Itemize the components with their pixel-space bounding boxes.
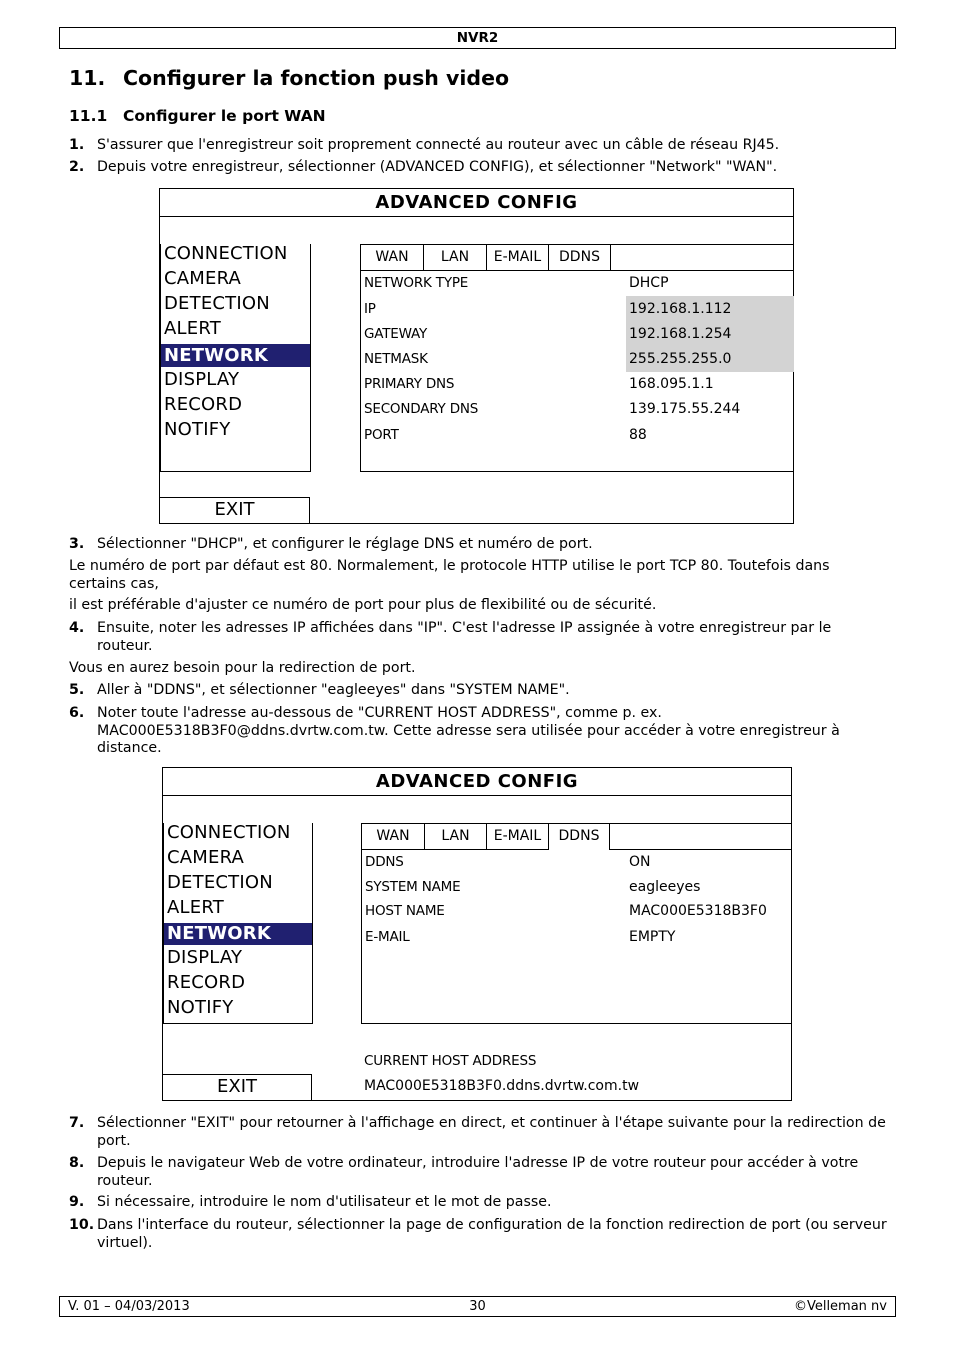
menu-item-connection[interactable]: CONNECTION	[167, 822, 291, 843]
step-text: Sélectionner "EXIT" pour retourner à l'affichage en direct, et continuer à l'étape suivante pour la redirection de port.	[97, 1115, 886, 1149]
step-text: Dans l'interface du routeur, sélectionner la page de configuration de la fonction redirection de port (ou serveur virtuel).	[97, 1217, 887, 1251]
paragraph-port-info: Le numéro de port par défaut est 80. Normalement, le protocole HTTP utilise le port TCP 80. Toutefois dans certains cas,	[69, 558, 830, 592]
tab-ddns[interactable]: DDNS	[549, 245, 611, 270]
menu-item-record[interactable]: RECORD	[164, 394, 243, 415]
tab-ddns[interactable]: DDNS	[549, 824, 610, 850]
menu-item-notify[interactable]: NOTIFY	[164, 419, 231, 440]
step-text: Noter toute l'adresse au-dessous de "CURRENT HOST ADDRESS", comme p. ex. MAC000E5318B3F0@ddns.dvrtw.com.tw. Cette adresse sera utilisée pour accéder à votre enregistreur à distance.	[97, 705, 840, 756]
step-10	[69, 1217, 889, 1252]
screen-title: ADVANCED CONFIG	[163, 768, 791, 796]
step-text: Aller à "DDNS", et sélectionner "eagleeyes" dans "SYSTEM NAME".	[97, 682, 570, 698]
paragraph-port-flexibility: il est préférable d'ajuster ce numéro de port pour plus de flexibilité ou de sécurité.	[69, 597, 657, 613]
step-1	[69, 137, 889, 155]
section-number: 11.	[69, 66, 106, 90]
subsection-number: 11.1	[69, 107, 108, 125]
row-value-ip[interactable]: 192.168.1.112	[629, 301, 732, 317]
tab-email[interactable]: E-MAIL	[487, 824, 549, 849]
tab-wan[interactable]: WAN	[361, 245, 424, 270]
network-tabs	[362, 824, 791, 850]
network-panel	[361, 823, 792, 1024]
step-number: 4.	[69, 620, 85, 636]
step-3	[69, 536, 889, 554]
current-host-address-label: CURRENT HOST ADDRESS	[364, 1053, 537, 1069]
menu-item-alert[interactable]: ALERT	[167, 897, 224, 918]
step-text: Sélectionner "DHCP", et configurer le réglage DNS et numéro de port.	[97, 536, 593, 552]
advanced-config-wan-screen	[159, 188, 794, 524]
row-value-network-type[interactable]: DHCP	[629, 275, 669, 291]
menu-item-record[interactable]: RECORD	[167, 972, 246, 993]
step-8	[69, 1155, 889, 1190]
row-label-secondary-dns: SECONDARY DNS	[364, 401, 479, 417]
row-label-primary-dns: PRIMARY DNS	[364, 376, 455, 392]
step-7	[69, 1115, 889, 1150]
menu-item-network[interactable]: NETWORK	[161, 344, 310, 367]
step-number: 7.	[69, 1115, 85, 1131]
row-value-host-name[interactable]: MAC000E5318B3F0	[629, 903, 767, 919]
row-label-port: PORT	[364, 427, 399, 443]
page-header: NVR2	[59, 27, 896, 49]
menu-item-camera[interactable]: CAMERA	[167, 847, 245, 868]
subsection-title: Configurer le port WAN	[123, 107, 326, 125]
tab-lan[interactable]: LAN	[425, 824, 487, 849]
row-value-gateway[interactable]: 192.168.1.254	[629, 326, 732, 342]
step-9	[69, 1194, 889, 1212]
network-panel	[360, 244, 794, 472]
row-value-port[interactable]: 88	[629, 427, 647, 443]
row-label-gateway: GATEWAY	[364, 326, 428, 342]
screen-title: ADVANCED CONFIG	[160, 189, 793, 217]
row-label-netmask: NETMASK	[364, 351, 428, 367]
footer-version: V. 01 – 04/03/2013	[68, 1299, 190, 1314]
step-text: Depuis votre enregistreur, sélectionner (ADVANCED CONFIG), et sélectionner "Network" "WAN".	[97, 159, 778, 175]
step-text: Depuis le navigateur Web de votre ordinateur, introduire l'adresse IP de votre routeur pour accéder à votre routeur.	[97, 1155, 859, 1189]
advanced-config-ddns-screen	[162, 767, 792, 1101]
section-title: Configurer la fonction push video	[123, 66, 510, 90]
menu-item-display[interactable]: DISPLAY	[167, 947, 243, 968]
menu-item-alert[interactable]: ALERT	[164, 318, 221, 339]
row-label-ddns: DDNS	[365, 854, 404, 870]
step-2	[69, 159, 889, 177]
row-value-system-name[interactable]: eagleeyes	[629, 879, 701, 895]
row-value-secondary-dns[interactable]: 139.175.55.244	[629, 401, 741, 417]
row-label-email: E-MAIL	[365, 929, 410, 945]
row-label-network-type: NETWORK TYPE	[364, 275, 469, 291]
section-heading	[69, 66, 509, 90]
paragraph-redirect-note: Vous en aurez besoin pour la redirection de port.	[69, 660, 416, 676]
menu-item-connection[interactable]: CONNECTION	[164, 243, 288, 264]
row-label-system-name: SYSTEM NAME	[365, 879, 461, 895]
footer-copyright: ©Velleman nv	[793, 1299, 887, 1314]
subsection-heading	[69, 107, 326, 125]
row-value-ddns[interactable]: ON	[629, 854, 651, 870]
step-number: 5.	[69, 682, 85, 698]
menu-item-detection[interactable]: DETECTION	[164, 293, 270, 314]
row-value-email[interactable]: EMPTY	[629, 929, 676, 945]
exit-button[interactable]: EXIT	[159, 497, 310, 524]
step-4	[69, 620, 889, 655]
tab-wan[interactable]: WAN	[362, 824, 425, 849]
step-text: Si nécessaire, introduire le nom d'utilisateur et le mot de passe.	[97, 1194, 552, 1210]
menu-item-network[interactable]: NETWORK	[164, 923, 312, 945]
step-6	[69, 705, 889, 758]
row-label-ip: IP	[364, 301, 376, 317]
row-value-netmask[interactable]: 255.255.255.0	[629, 351, 732, 367]
menu-item-notify[interactable]: NOTIFY	[167, 997, 234, 1018]
step-number: 2.	[69, 159, 85, 175]
step-number: 6.	[69, 705, 85, 721]
step-number: 8.	[69, 1155, 85, 1171]
row-label-host-name: HOST NAME	[365, 903, 445, 919]
page-footer	[59, 1296, 896, 1317]
step-number: 1.	[69, 137, 85, 153]
menu-item-detection[interactable]: DETECTION	[167, 872, 273, 893]
row-value-primary-dns[interactable]: 168.095.1.1	[629, 376, 714, 392]
menu-item-camera[interactable]: CAMERA	[164, 268, 242, 289]
config-menu	[163, 823, 313, 1024]
menu-item-display[interactable]: DISPLAY	[164, 369, 240, 390]
step-number: 9.	[69, 1194, 85, 1210]
network-tabs	[361, 245, 793, 271]
step-5	[69, 682, 889, 700]
exit-button[interactable]: EXIT	[162, 1074, 312, 1101]
footer-page-number: 30	[469, 1299, 486, 1314]
step-number: 3.	[69, 536, 85, 552]
current-host-address-value: MAC000E5318B3F0.ddns.dvrtw.com.tw	[364, 1078, 640, 1094]
step-text: S'assurer que l'enregistreur soit proprement connecté au routeur avec un câble de réseau RJ45.	[97, 137, 780, 153]
config-menu	[160, 244, 311, 472]
step-text: Ensuite, noter les adresses IP affichées dans "IP". C'est l'adresse IP assignée à votre enregistreur par le routeur.	[97, 620, 832, 654]
step-number: 10.	[69, 1217, 95, 1233]
tab-email[interactable]: E-MAIL	[487, 245, 549, 270]
tab-lan[interactable]: LAN	[424, 245, 487, 270]
